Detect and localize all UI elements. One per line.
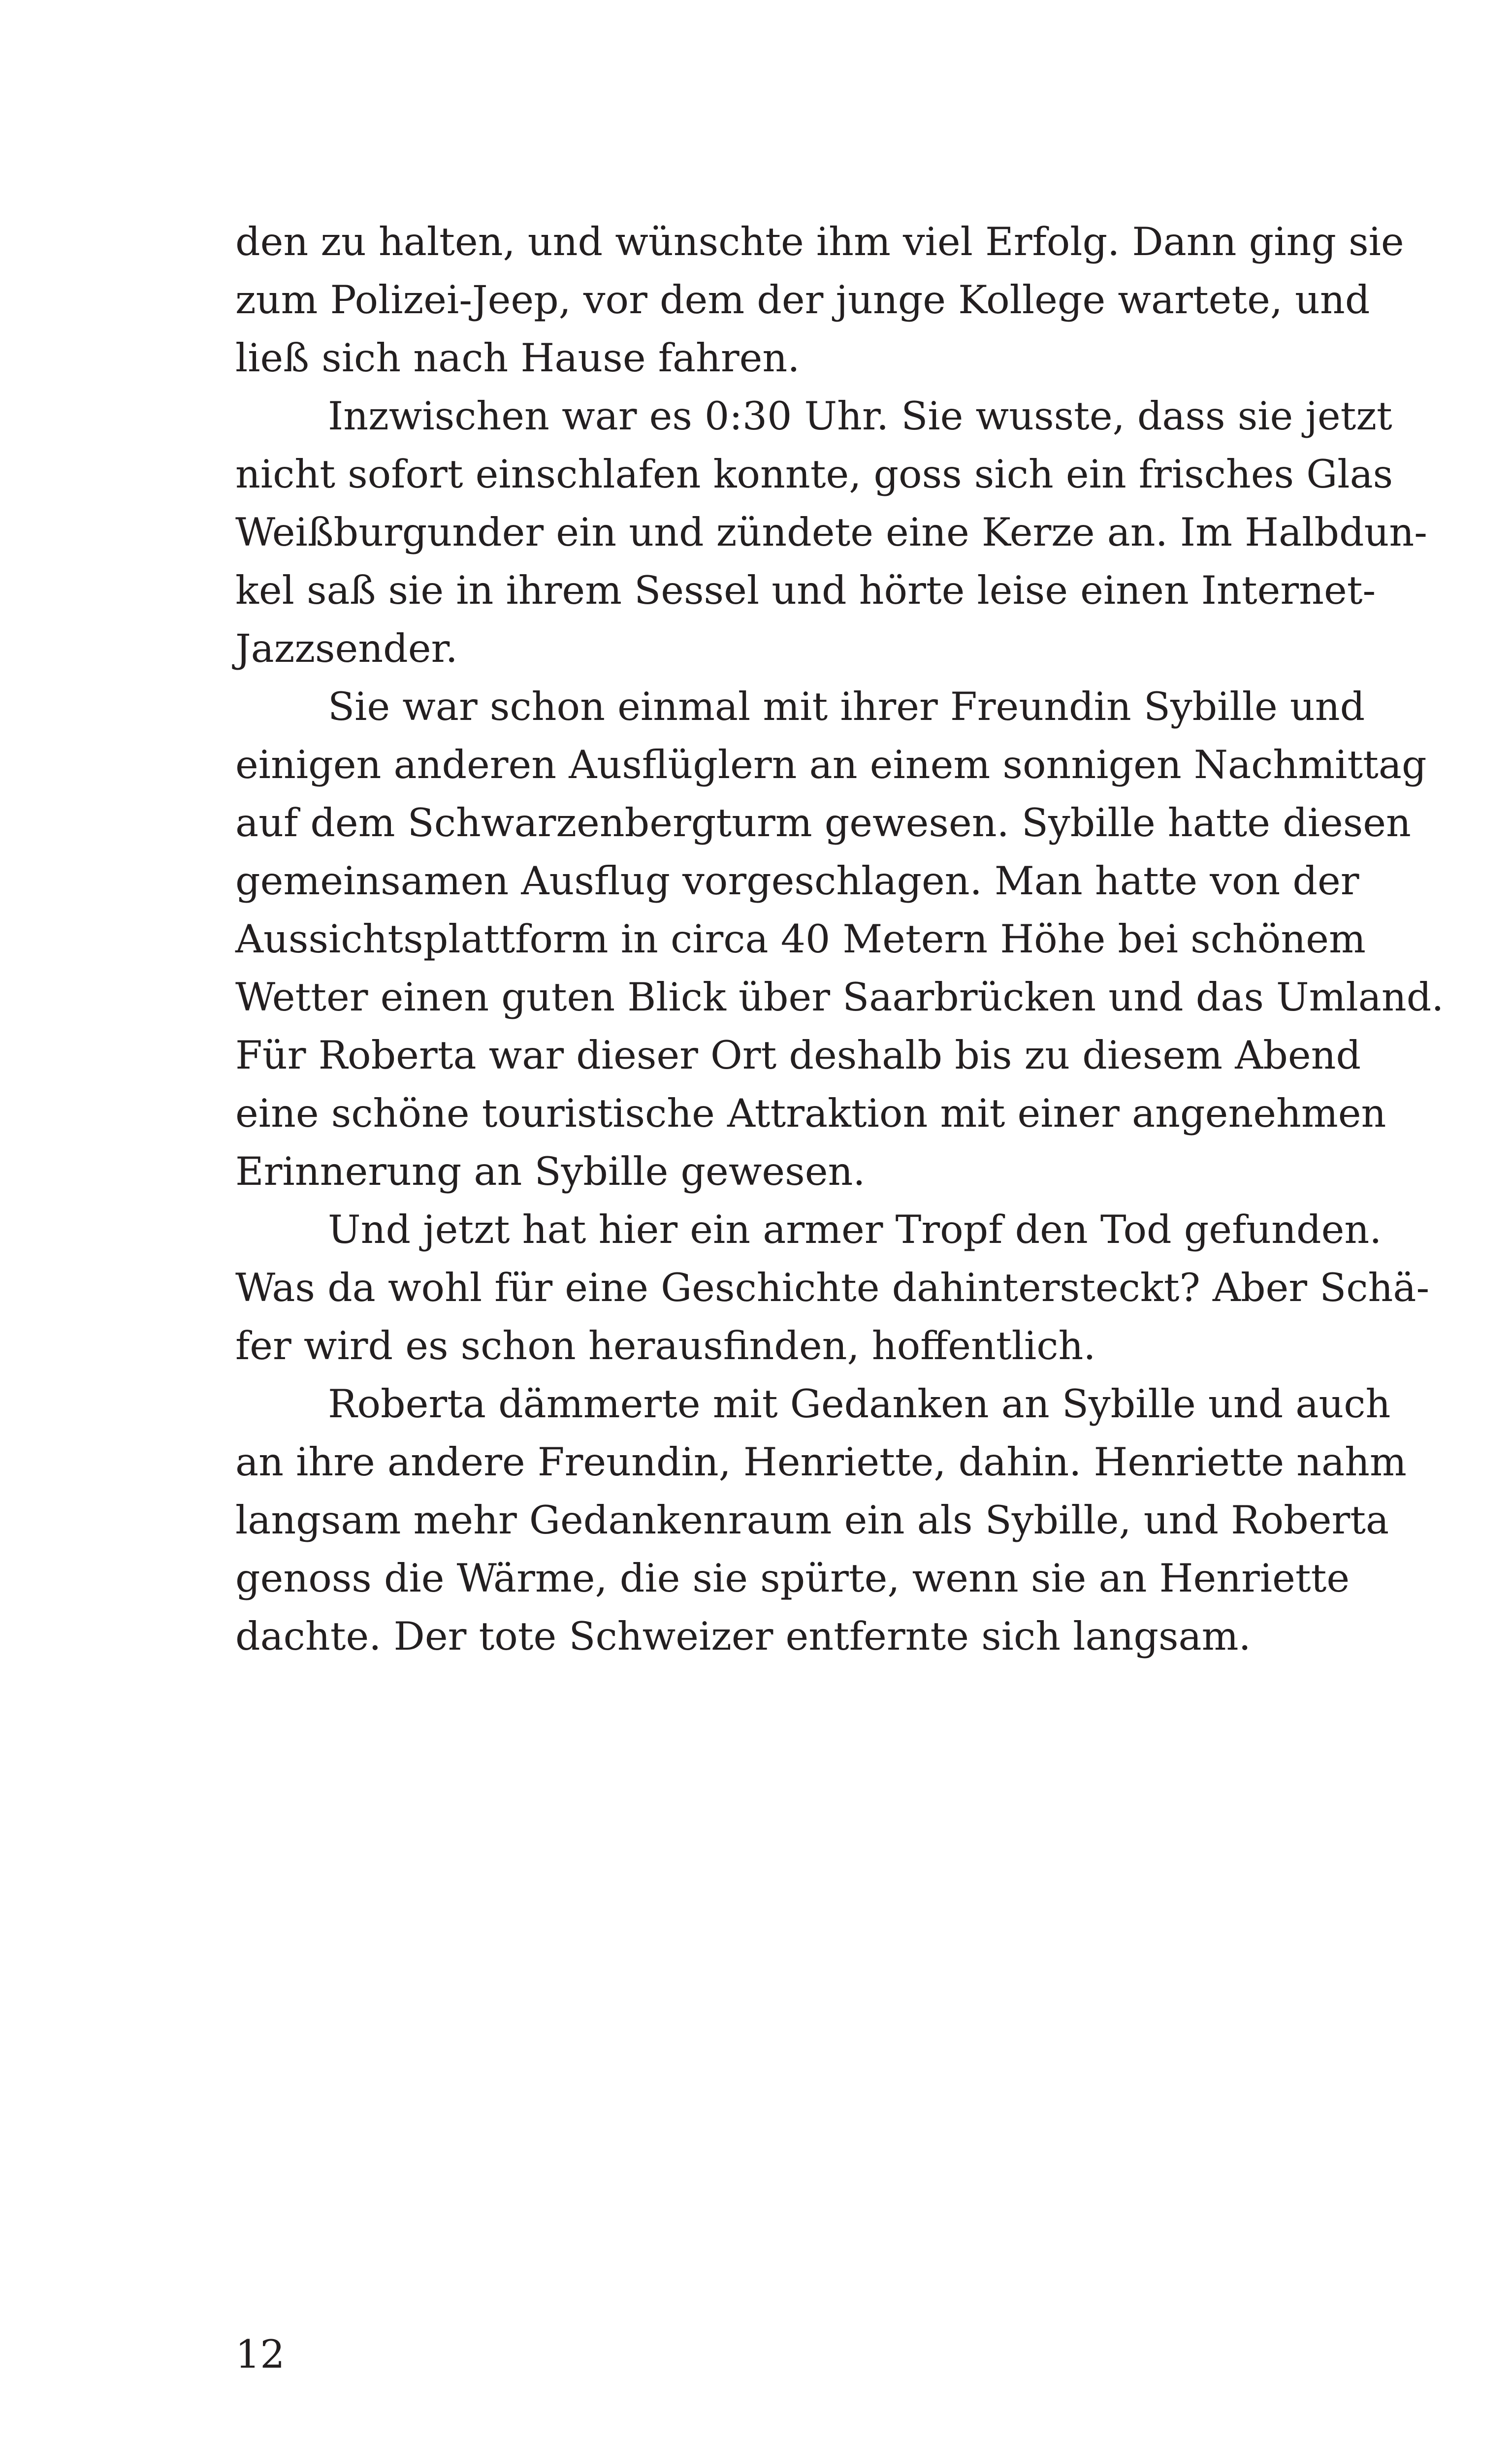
text-line: nicht sofort einschlafen konnte, goss sich ein frisches Glas [235,452,1393,497]
text-line: Weißburgunder ein und zündete eine Kerze an. Im Halbdun- [235,510,1427,555]
page-number: 12 [235,2332,285,2377]
text-line: dachte. Der tote Schweizer entfernte sich langsam. [235,1614,1251,1659]
text-line: ließ sich nach Hause fahren. [235,335,800,381]
text-line: Aussichtsplattform in circa 40 Metern Höhe bei schönem [235,916,1366,962]
text-line: auf dem Schwarzenbergturm gewesen. Sybille hatte diesen [235,800,1411,846]
text-line: eine schöne touristische Attraktion mit einer angenehmen [235,1091,1386,1136]
text-line: einigen anderen Ausflüglern an einem sonnigen Nachmittag [235,742,1427,787]
text-line: fer wird es schon herausfinden, hoffentlich. [235,1323,1096,1368]
text-line: genoss die Wärme, die sie spürte, wenn sie an Henriette [235,1556,1350,1601]
text-line: Und jetzt hat hier ein armer Tropf den Tod gefunden. [328,1207,1382,1252]
body-text [235,213,1444,1665]
text-line: Was da wohl für eine Geschichte dahintersteckt? Aber Schä- [235,1265,1430,1310]
text-line: Für Roberta war dieser Ort deshalb bis zu diesem Abend [235,1033,1361,1078]
text-line: Inzwischen war es 0:30 Uhr. Sie wusste, dass sie jetzt [328,393,1392,439]
text-line: Erinnerung an Sybille gewesen. [235,1149,866,1194]
text-line: den zu halten, und wünschte ihm viel Erfolg. Dann ging sie [235,219,1404,264]
text-line: Roberta dämmerte mit Gedanken an Sybille und auch [328,1381,1391,1427]
text-line: gemeinsamen Ausflug vorgeschlagen. Man hatte von der [235,858,1359,904]
text-line: langsam mehr Gedankenraum ein als Sybille, und Roberta [235,1498,1389,1543]
text-line: an ihre andere Freundin, Henriette, dahin. Henriette nahm [235,1439,1407,1485]
text-line: Wetter einen guten Blick über Saarbrücken und das Umland. [235,975,1444,1020]
text-line: kel saß sie in ihrem Sessel und hörte leise einen Internet- [235,568,1376,613]
text-line: Sie war schon einmal mit ihrer Freundin Sybille und [328,684,1365,729]
text-line: zum Polizei-Jeep, vor dem der junge Kollege wartete, und [235,277,1370,323]
text-line: Jazzsender. [235,626,458,671]
